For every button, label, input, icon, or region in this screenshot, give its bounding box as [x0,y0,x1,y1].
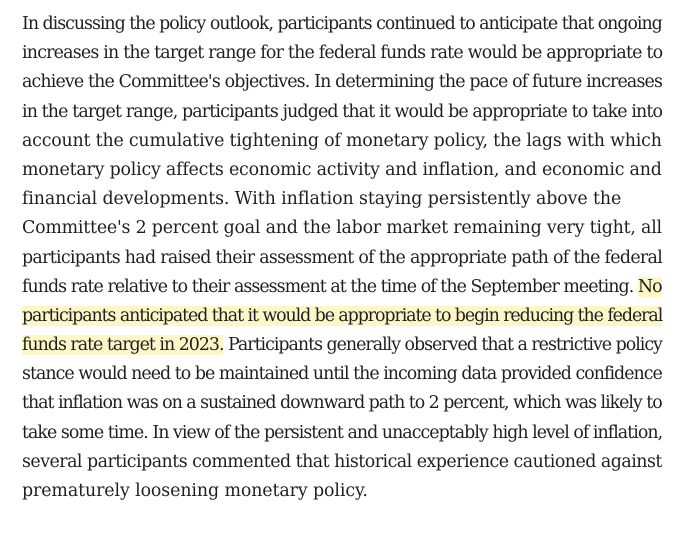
text-line-7: financial developments. With inflation staying persistently above the [22,189,622,210]
text-line-10 [22,273,662,302]
text-line-17: prematurely loosening monetary policy. [22,481,368,501]
text-line-5: account the cumulative tightening of monetary policy, the lags with which [22,130,662,151]
highlighted-text-middle: participants anticipated that it would be appropriate to begin reducing the federal [22,305,663,326]
text-line-11 [22,302,662,331]
text-line-8: Committee's 2 percent goal and the labor market remaining very tight, all [22,218,662,239]
text-line-6: monetary policy affects economic activity and inflation, and economic and [22,159,662,180]
highlighted-text-start: No [637,276,662,297]
text-line-4: in the target range, participants judged that it would be appropriate to take into [22,101,663,122]
text-line-10-plain: funds rate relative to their assessment at the time of the September meeting. [22,276,638,297]
text-line-9: participants had raised their assessment of the appropriate path of the federal [22,247,663,268]
text-line-1: In discussing the policy outlook, participants continued to anticipate that ongoing [22,14,662,34]
text-line-13: stance would need to be maintained until the incoming data provided confidence [22,364,662,385]
text-line-14: that inflation was on a sustained downward path to 2 percent, which was likely to [22,393,662,414]
text-line-16: several participants commented that historical experience cautioned against [22,451,662,472]
policy-outlook-paragraph [22,10,662,506]
text-line-2: increases in the target range for the federal funds rate would be appropriate to [22,43,663,64]
text-line-3: achieve the Committee's objectives. In determining the pace of future increases [22,72,663,93]
text-line-15: take some time. In view of the persistent and unacceptably high level of inflation, [22,422,663,443]
highlighted-text-end: funds rate target in 2023. [22,335,224,356]
text-line-12 [22,331,662,360]
text-line-12-plain: Participants generally observed that a restrictive policy [223,335,662,356]
